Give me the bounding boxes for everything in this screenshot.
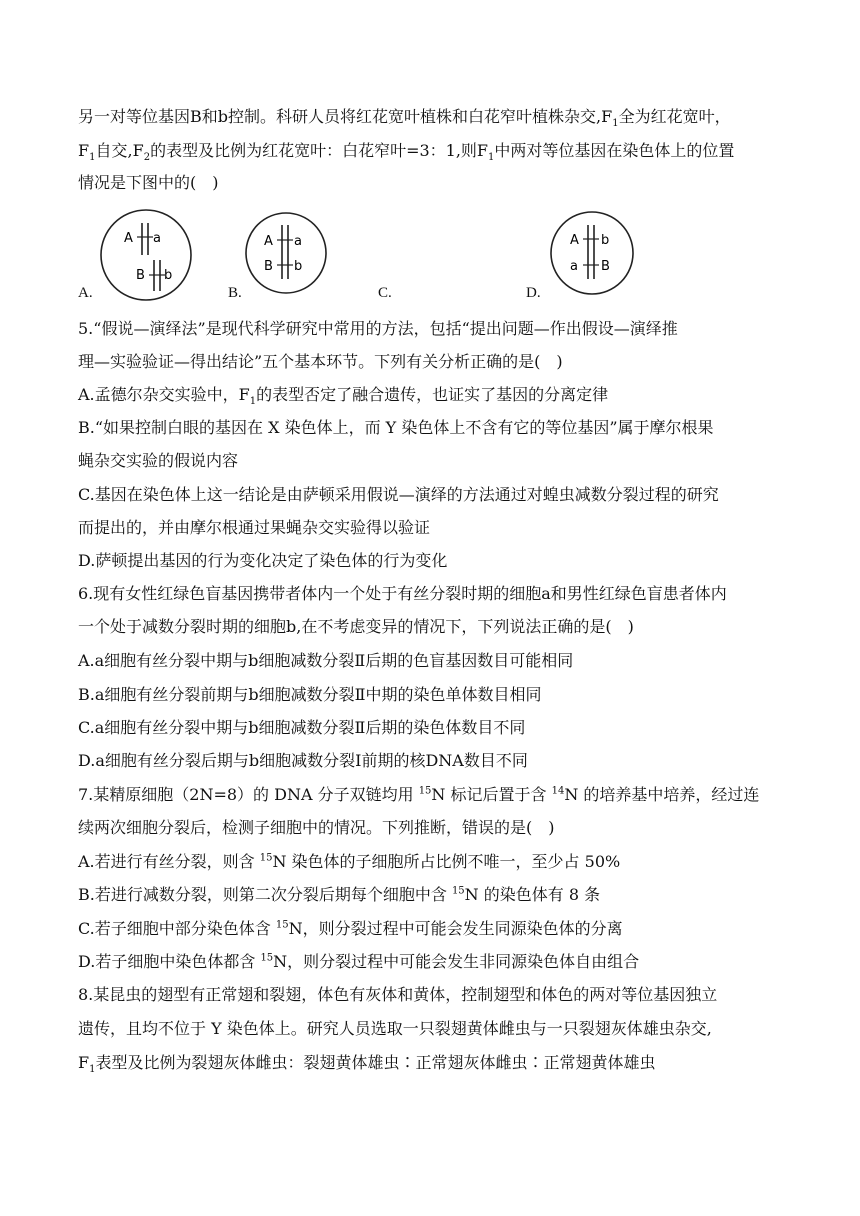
option-text: A.若进行有丝分裂，则含 [78, 852, 260, 871]
q6-stem-2: 一个处于减数分裂时期的细胞b,在不考虑变异的情况下，下列说法正确的是( ) [78, 617, 634, 636]
superscript: 15 [451, 885, 465, 897]
q8-stem-2: 遗传，且均不位于 Y 染色体上。研究人员选取一只裂翅黄体雌虫与一只裂翅灰体雄虫杂交, [78, 1019, 712, 1038]
q4-text: F [78, 141, 90, 160]
q8-text: F [78, 1053, 90, 1072]
allele-label: B [264, 259, 273, 274]
q5-option-d: D.萨顿提出基因的行为变化决定了染色体的行为变化 [78, 551, 448, 570]
option-a-label: A. [78, 285, 93, 301]
q4-text: 全为红花宽叶， [618, 107, 731, 126]
allele-label: a [153, 231, 161, 246]
q4-text: 自交,F [95, 141, 144, 160]
superscript: 15 [275, 919, 289, 931]
allele-label: B [136, 268, 145, 283]
q5-option-c-2: 而提出的，并由摩尔根通过果蝇杂交实验得以验证 [78, 518, 431, 537]
option-text: N，则分裂过程中可能会发生同源染色体的分离 [288, 919, 623, 938]
option-text: N 染色体的子细胞所占比例不唯一，至少占 50% [272, 852, 621, 871]
option-b-label: B. [228, 285, 242, 301]
q4-text: 中两对等位基因在染色体上的位置 [494, 141, 735, 160]
subscript: 2 [143, 152, 151, 164]
superscript: 15 [418, 785, 432, 797]
q7-option-b [78, 884, 788, 906]
q5-stem-2: 理—实验验证—得出结论”五个基本环节。下列有关分析正确的是( ) [78, 352, 563, 371]
q8-text: 表型及比例为裂翅灰体雌虫：裂翅黄体雄虫∶正常翅灰体雌虫∶正常翅黄体雄虫 [95, 1053, 656, 1072]
option-text: B.若进行减数分裂，则第二次分裂后期每个细胞中含 [78, 885, 452, 904]
subscript: 1 [612, 118, 619, 130]
subscript: 1 [89, 1064, 96, 1076]
q7-text: 7.某精原细胞（2N=8）的 DNA 分子双链均用 [78, 785, 419, 804]
allele-label: b [294, 259, 303, 274]
superscript: 14 [551, 785, 565, 797]
subscript: 1 [488, 152, 495, 164]
q4-line-2 [78, 140, 788, 162]
q5-option-c-1: C.基因在染色体上这一结论是由萨顿采用假说—演绎的方法通过对蝗虫减数分裂过程的研究 [78, 485, 719, 504]
allele-label: b [601, 233, 610, 248]
q7-stem-2: 续两次细胞分裂后，检测子细胞中的情况。下列推断，错误的是( ) [78, 818, 555, 837]
q6-option-c: C.a细胞有丝分裂中期与b细胞减数分裂Ⅱ后期的染色体数目不同 [78, 718, 526, 737]
cell-diagram-d [548, 205, 638, 305]
allele-label: A [124, 231, 133, 246]
option-text: N，则分裂过程中可能会发生非同源染色体自由组合 [273, 952, 640, 971]
option-text: D.若子细胞中染色体都含 [78, 952, 261, 971]
q7-option-a [78, 851, 788, 873]
q4-text: 另一对等位基因B和b控制。科研人员将红花宽叶植株和白花窄叶植株杂交,F [78, 107, 613, 126]
allele-label: A [264, 234, 273, 249]
q6-stem-1: 6.现有女性红绿色盲基因携带者体内一个处于有丝分裂时期的细胞a和男性红绿色盲患者体内 [78, 584, 727, 603]
option-d-label: D. [526, 285, 541, 301]
cell-diagram-a [98, 205, 198, 305]
allele-label: b [164, 268, 173, 283]
option-c-label: C. [378, 285, 392, 301]
q6-option-a: A.a细胞有丝分裂中期与b细胞减数分裂Ⅱ后期的色盲基因数目可能相同 [78, 651, 574, 670]
option-text: N 的染色体有 8 条 [464, 885, 601, 904]
superscript: 15 [259, 852, 273, 864]
superscript: 15 [260, 952, 274, 964]
subscript: 1 [249, 396, 257, 408]
subscript: 1 [89, 152, 96, 164]
cell-diagram-b [244, 205, 334, 305]
q7-option-d [78, 951, 788, 973]
q5-option-b-2: 蝇杂交实验的假说内容 [78, 451, 239, 470]
option-text: A.孟德尔杂交实验中，F [78, 385, 250, 404]
allele-label: a [294, 234, 302, 249]
q7-text: N 标记后置于含 [431, 785, 552, 804]
q5-option-a [78, 384, 788, 406]
q4-line-3: 情况是下图中的( ) [78, 173, 219, 192]
option-text: C.若子细胞中部分染色体含 [78, 919, 276, 938]
q8-stem-3 [78, 1052, 788, 1074]
q6-option-d: D.a细胞有丝分裂后期与b细胞减数分裂Ⅰ前期的核DNA数目不同 [78, 751, 528, 770]
q6-option-b: B.a细胞有丝分裂前期与b细胞减数分裂Ⅱ中期的染色单体数目相同 [78, 685, 542, 704]
q5-stem-1: 5.“假说—演绎法”是现代科学研究中常用的方法，包括“提出问题—作出假设—演绎推 [78, 319, 678, 338]
allele-label: a [570, 259, 578, 274]
q4-text: 的表型及比例为红花宽叶：白花窄叶=3：1,则F [150, 141, 489, 160]
q5-option-b-1: B.“如果控制白眼的基因在 X 染色体上，而 Y 染色体上不含有它的等位基因”属于摩尔根果 [78, 418, 714, 437]
q7-stem-1 [78, 784, 788, 806]
q4-line-1 [78, 106, 788, 128]
allele-label: B [601, 259, 610, 274]
q7-option-c [78, 918, 788, 940]
q7-text: N 的培养基中培养，经过连 [564, 785, 760, 804]
option-text: 的表型否定了融合遗传，也证实了基因的分离定律 [256, 385, 609, 404]
allele-label: A [570, 233, 579, 248]
chromosome-figures [70, 205, 790, 305]
q8-stem-1: 8.某昆虫的翅型有正常翅和裂翅，体色有灰体和黄体，控制翅型和体色的两对等位基因独立 [78, 985, 718, 1004]
